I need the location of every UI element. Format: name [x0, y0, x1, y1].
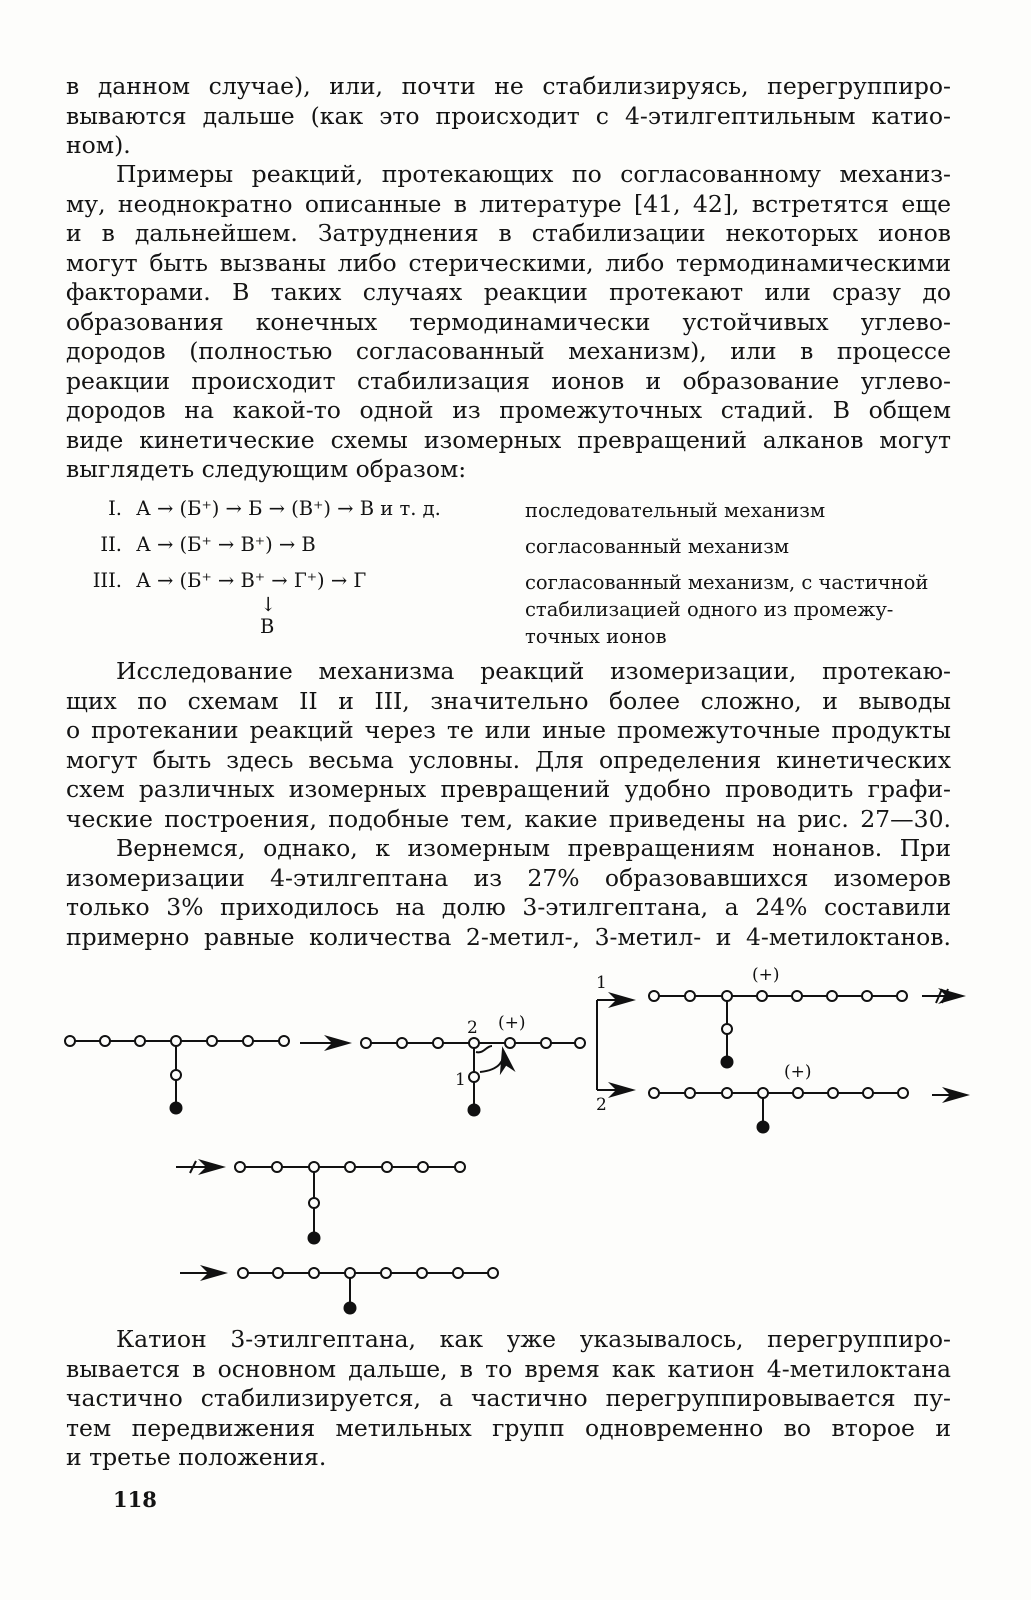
paragraph-3 — [66, 657, 951, 834]
isomerization-figure — [0, 960, 1031, 1330]
charge-label: (+) — [498, 1013, 526, 1033]
text: Катион 3-этилгептана, как уже указывалось, перегруппиро- — [116, 1325, 951, 1353]
scheme-number: II. — [100, 533, 122, 556]
scheme-description — [525, 569, 928, 650]
scheme-description — [525, 497, 825, 524]
text-line: и третье положения. — [66, 1443, 327, 1471]
scheme-formula: А → (Б⁺) → Б → (В⁺) → В и т. д. — [136, 497, 441, 520]
scheme-number: III. — [92, 569, 122, 592]
scheme-number: I. — [108, 497, 122, 520]
branch-label-1: 1 — [596, 973, 607, 993]
description-line: стабилизацией одного из промежу- — [525, 598, 894, 621]
text-line: частично стабилизируется, а частично перегруппировывается пу- — [66, 1384, 951, 1412]
description-line: последовательный механизм — [525, 499, 826, 522]
text-line-indented — [66, 657, 951, 687]
charge-label: (+) — [784, 1062, 812, 1082]
text-line: изомеризации 4-этилгептана из 27% образовавшихся изомеров — [66, 863, 951, 892]
text-line: виде кинетические схемы изомерных превращений алканов могут — [66, 425, 951, 454]
text-line: ном). — [66, 131, 131, 159]
shift-label-2: 2 — [467, 1018, 478, 1038]
text-line: факторами. В таких случаях реакции протекают или сразу до — [66, 278, 951, 306]
text-line: дородов на какой-то одной из промежуточных стадий. В общем — [66, 396, 951, 424]
molecule-4-methyloctane — [238, 1268, 498, 1314]
scheme-formula: А → (Б⁺ → В⁺) → В — [136, 533, 316, 556]
molecule-4-ethylheptane — [65, 1036, 289, 1114]
text-line: могут быть здесь весьма условны. Для определения кинетических — [66, 745, 951, 774]
text-line: только 3% приходилось на долю 3-этилгептана, а 24% составили — [66, 893, 951, 921]
paragraph-2 — [66, 160, 951, 485]
text-line: вываются дальше (как это происходит с 4-этилгептильным катио- — [66, 101, 951, 130]
scheme-formula: А → (Б⁺ → В⁺ → Г⁺) → Г — [136, 569, 367, 592]
text-line: му, неоднократно описанные в литературе [41, 42], встретятся еще — [66, 189, 951, 218]
branch-product: В — [260, 615, 275, 638]
description-line: согласованный механизм — [525, 535, 789, 558]
molecule-3-methyloctane — [235, 1162, 465, 1244]
text: Примеры реакций, протекающих по согласованному механиз- — [116, 160, 951, 188]
charge-label: (+) — [752, 965, 780, 985]
text: Вернемся, однако, к изомерным превращениям нонанов. При — [116, 834, 951, 862]
text-line-indented — [66, 834, 951, 864]
text-line: примерно равные количества 2-метил-, 3-метил- и 4-метилоктанов. — [66, 922, 951, 951]
text: Исследование механизма реакций изомеризации, протекаю- — [116, 657, 951, 685]
text-line-indented — [66, 1325, 951, 1355]
text-line: и в дальнейшем. Затруднения в стабилизации некоторых ионов — [66, 219, 951, 247]
description-line: согласованный механизм, с частичной — [525, 571, 929, 594]
text-line: реакции происходит стабилизация ионов и образование углево- — [66, 366, 951, 395]
paragraph-4 — [66, 834, 951, 952]
branch-arrow: ↓ — [260, 593, 277, 616]
text-line: схем различных изомерных превращений удобно проводить графи- — [66, 775, 951, 803]
molecule-branch-2 — [649, 1088, 908, 1133]
branch-label-2: 2 — [596, 1095, 607, 1115]
scheme-description — [525, 533, 789, 560]
text-line: вывается в основном дальше, в то время как катион 4-метилоктана — [66, 1354, 951, 1383]
shift-label-1: 1 — [455, 1070, 466, 1090]
description-line: точных ионов — [525, 625, 667, 648]
text-line-indented — [66, 160, 951, 190]
text-line: в данном случае), или, почти не стабилизируясь, перегруппиро- — [66, 72, 951, 100]
text-line: дородов (полностью согласованный механизм), или в процессе — [66, 337, 951, 365]
molecule-branch-1 — [649, 991, 907, 1068]
paragraph-1 — [66, 72, 951, 161]
molecule-cation-shift — [361, 1038, 585, 1116]
text-line: выглядеть следующим образом: — [66, 455, 467, 483]
text-line: образования конечных термодинамически устойчивых углево- — [66, 307, 951, 336]
paragraph-5 — [66, 1325, 951, 1473]
text-line: ческие построения, подобные тем, какие приведены на рис. 27—30. — [66, 804, 951, 833]
text-line: могут быть вызваны либо стерическими, либо термодинамическими — [66, 248, 951, 277]
text-line: о протекании реакций через те или иные промежуточные продукты — [66, 716, 951, 744]
page-number: 118 — [113, 1487, 157, 1512]
text-line: тем передвижения метильных групп одновременно во второе и — [66, 1413, 951, 1442]
text-line: щих по схемам II и III, значительно более сложно, и выводы — [66, 686, 951, 715]
